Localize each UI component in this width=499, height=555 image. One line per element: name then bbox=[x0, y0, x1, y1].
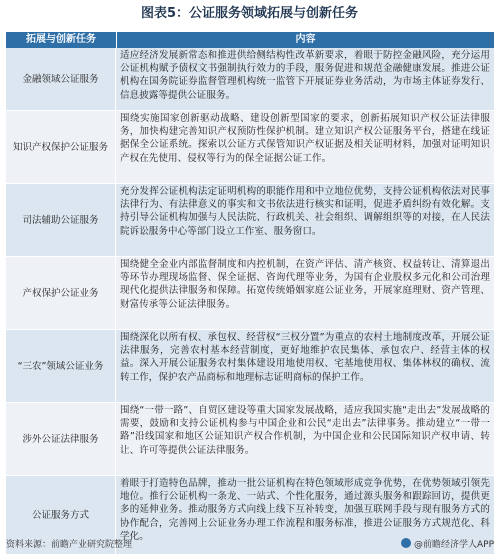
footer bbox=[6, 536, 494, 550]
task-name: 涉外公证法律服务 bbox=[6, 403, 116, 475]
task-name: 知识产权保护公证服务 bbox=[6, 111, 116, 183]
task-table bbox=[6, 32, 494, 555]
table-row bbox=[6, 48, 494, 111]
table-row bbox=[6, 403, 494, 476]
header-content: 内容 bbox=[295, 34, 316, 45]
task-content: 围绕深化以所有权、承包权、经营权“三权分置”为重点的农村土地制度改革，开展公证法律服务，完善农村基本经营制度，更好地维护农民集体、承包农户、经营主体的权益。深入开展公证服务农村集体建设用地使用权、宅基地使用权、集体林权的确权、流转工作，保护农产品商标和地理标志证明商标的保护工作。 bbox=[120, 332, 490, 383]
brand-label: @前瞻经济学人APP bbox=[413, 539, 494, 550]
task-content: 围绕“一带一路”、自贸区建设等重大国家发展战略，适应我国实施“走出去”发展战略的需要，鼓励和支持公证机构参与中国企业和公民“走出去”法律事务。推动建立“一带一路”沿线国家和地区公证知识产权合作机制，为中国企业和公民国际知识产权申请、转让、许可等提供公证法律服务。 bbox=[120, 405, 490, 456]
task-name: 产权保护公证业务 bbox=[6, 257, 116, 329]
task-content: 围绕实施国家创新驱动战略、建设创新型国家的要求，创新拓展知识产权公证法律服务，加快构建完善知识产权预防性保护机制。建立知识产权公证服务平台，搭建在线证据保全公证系统。探索以公证方式保管知识产权证据及相关证明材料，加强对证明知识产权在先使用、侵权等行为的保全证据公证工作。 bbox=[120, 113, 490, 164]
task-content: 围绕健全金业内部监督制度和内控机制，在资产评估、清产核资、权益转让、清算退出等环节办理现场监督、保全证据、咨询代理等业务，为国有企业股权多元化和公司治理现代化提供法律服务和保障。拓宽传统婚姻家庭公证业务，开展家庭理财、资产管理、财富传承等公证法律服务。 bbox=[120, 259, 490, 310]
task-name: 金融领域公证服务 bbox=[6, 48, 116, 110]
brand-mark bbox=[401, 537, 494, 550]
table-row bbox=[6, 257, 494, 330]
task-name: 公证服务方式 bbox=[6, 476, 116, 554]
task-content: 适应经济发展新常态和推进供给侧结构性改革新要求，着眼于防控金融风险，充分运用公证机构赋予债权文书强制执行效力的手段，服务促进和规范金融健康发展。推进公证机构在国务院证券监督管理机构统一监管下开展证券业务活动，为市场主体证券发行、信息披露等提供公证服务。 bbox=[120, 50, 490, 101]
figure-title: 图表5：公证服务领域拓展与创新任务 bbox=[140, 6, 359, 21]
task-name: 司法辅助公证服务 bbox=[6, 184, 116, 256]
brand-logo-icon bbox=[401, 538, 411, 548]
task-content: 着眼于打造特色品牌，推动一批公证机构在特色领域形成竞争优势，在优势领域引领先地位。推行公证机构一条龙、一站式、个性化服务，通过源头服务和跟踪回访，提供更多的延伸业务。推动服务方式向线上线下互补转变，加强互联网手段与现有服务方式的协作配合，完善网上公证业务办理工作流程和服务标准，推进公证服务方式规范化、科学化。 bbox=[120, 478, 490, 542]
table-row bbox=[6, 330, 494, 403]
table-row bbox=[6, 111, 494, 184]
table-row bbox=[6, 184, 494, 257]
source-note: 资料来源：前瞻产业研究院整理 bbox=[6, 539, 133, 550]
task-content: 充分发挥公证机构法定证明机构的职能作用和中立地位优势，支持公证机构依法对民事法律行为、有法律意义的事实和文书依法进行核实和证明，促进矛盾纠纷有效化解。支持引导公证机构加强与人民法院、行政机关、社会组织、调解组织等的对接，在人民法院诉讼服务中心等部门设立工作室、服务窗口。 bbox=[120, 186, 490, 237]
table-header bbox=[6, 32, 494, 48]
header-task: 拓展与创新任务 bbox=[6, 32, 117, 48]
task-name: “三农”领域公证业务 bbox=[6, 330, 116, 402]
